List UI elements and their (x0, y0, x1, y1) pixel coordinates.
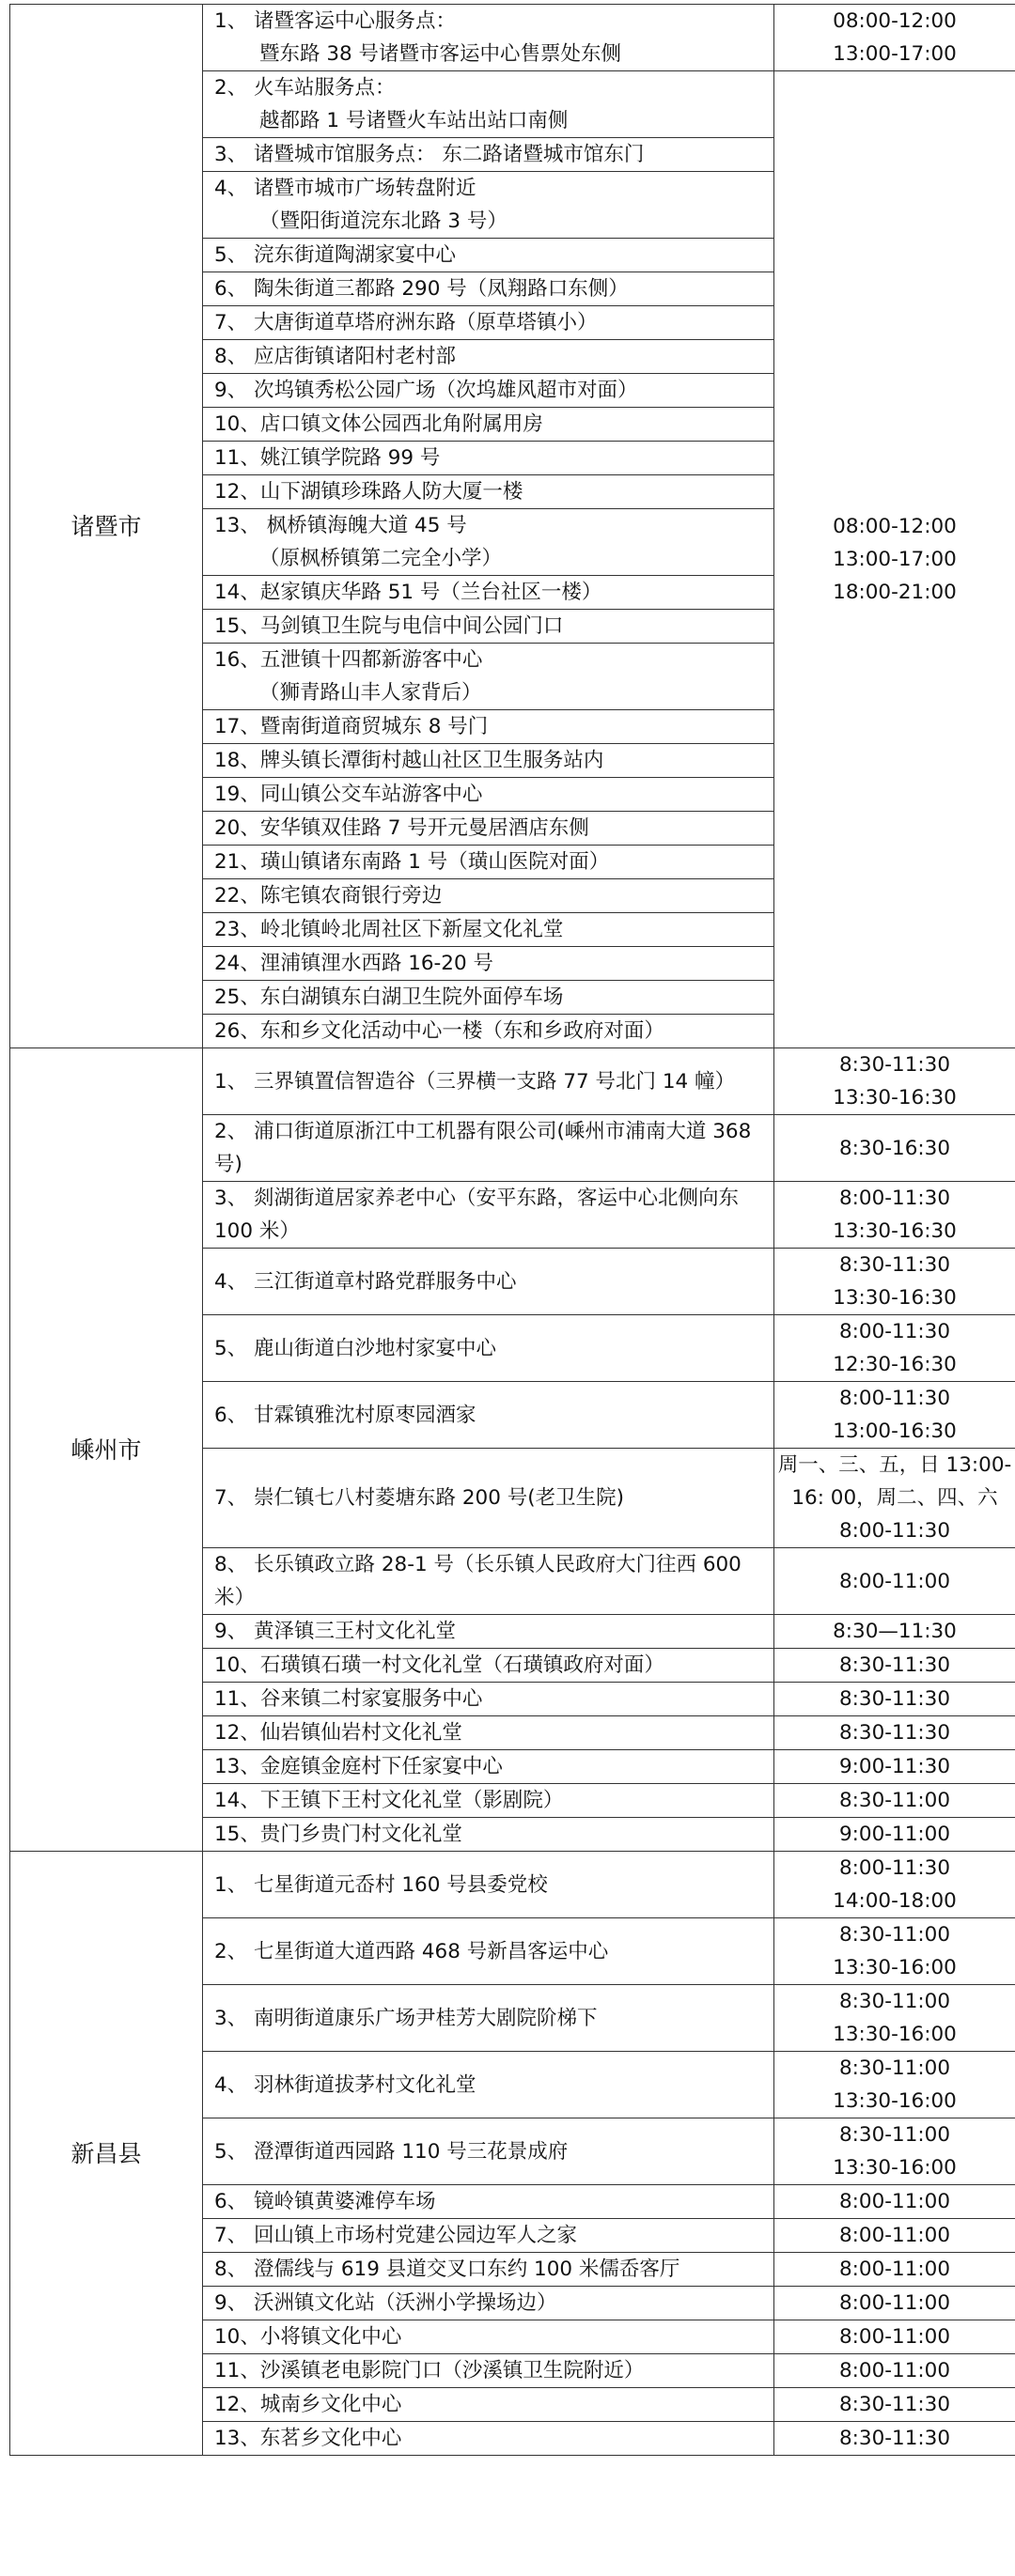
hours-cell (774, 1683, 1015, 1716)
hours-line: 9:00-11:30 (839, 1755, 950, 1778)
location-cell (203, 340, 774, 374)
hours-line: 13:30-16:00 (833, 1956, 957, 1979)
hours-cell (774, 2219, 1015, 2253)
location-cell (203, 306, 774, 340)
location-text: 6、 镜岭镇黄婆滩停车场 (214, 2190, 436, 2213)
location-cell (203, 710, 774, 744)
location-cell (203, 1683, 774, 1716)
location-cell (203, 1115, 774, 1182)
hours-cell (774, 5, 1015, 71)
location-line: 10、店口镇文体公园西北角附属用房 (214, 412, 543, 436)
hours-cell (774, 1852, 1015, 1918)
hours-cell (774, 1750, 1015, 1784)
hours-line: 8:00-11:00 (839, 2325, 950, 2349)
location-cell (203, 744, 774, 778)
location-cell (203, 2185, 774, 2219)
hours-cell (774, 2118, 1015, 2185)
hours-line: 8:30—11:30 (833, 1620, 957, 1643)
location-text: 10、小将镇文化中心 (214, 2325, 402, 2349)
location-cell (203, 509, 774, 576)
location-cell (203, 2253, 774, 2287)
location-line: 19、同山镇公交车站游客中心 (214, 783, 483, 806)
location-line: 9、 次坞镇秀松公园广场（次坞雄风超市对面） (214, 379, 638, 402)
location-line: 6、 陶朱街道三都路 290 号（凤翔路口东侧） (214, 277, 629, 301)
location-line: 26、东和乡文化活动中心一楼（东和乡政府对面） (214, 1019, 664, 1043)
location-line: 3、 诸暨城市馆服务点： 东二路诸暨城市馆东门 (214, 143, 645, 166)
location-cell (203, 610, 774, 644)
location-text: 4、 羽林街道拔茅村文化礼堂 (214, 2072, 476, 2097)
hours-cell (774, 1918, 1015, 1985)
location-text: 12、仙岩镇仙岩村文化礼堂 (214, 1721, 462, 1745)
hours-cell (774, 1649, 1015, 1683)
hours-cell (774, 1548, 1015, 1615)
hours-cell (774, 2320, 1015, 2354)
location-cell (203, 576, 774, 610)
location-cell (203, 1649, 774, 1683)
hours-line: 8:30-16:30 (839, 1136, 950, 1160)
hours-cell (774, 2185, 1015, 2219)
location-line: 21、璜山镇诸东南路 1 号（璜山医院对面） (214, 850, 610, 874)
hours-line: 13:00-16:30 (833, 1420, 957, 1443)
hours-cell (774, 1716, 1015, 1750)
location-cell (203, 1315, 774, 1382)
location-line: 15、马剑镇卫生院与电信中间公园门口 (214, 614, 564, 638)
location-line: （原枫桥镇第二完全小学） (259, 547, 503, 570)
hours-line: 8:30-11:30 (839, 1053, 950, 1077)
location-line: （暨阳街道浣东北路 3 号） (259, 209, 508, 233)
hours-line: 8:00-11:30 (839, 1856, 950, 1880)
location-line: 13、 枫桥镇海魄大道 45 号 (214, 514, 467, 537)
location-cell (203, 1750, 774, 1784)
location-cell (203, 1985, 774, 2052)
hours-line: 8:30-11:30 (839, 1653, 950, 1677)
hours-line: 8:30-11:30 (839, 1687, 950, 1711)
hours-cell-shared (774, 71, 1015, 1048)
location-cell (203, 442, 774, 475)
location-cell (203, 947, 774, 981)
hours-line: 8:30-11:30 (839, 2427, 950, 2450)
hours-line: 8:00-11:00 (839, 2190, 950, 2213)
location-cell (203, 1048, 774, 1115)
location-text: 7、 回山镇上市场村党建公园边军人之家 (214, 2224, 578, 2247)
location-cell (203, 475, 774, 509)
location-line: 5、 浣东街道陶湖家宴中心 (214, 243, 457, 267)
hours-line: 12:30-16:30 (833, 1353, 957, 1376)
location-cell (203, 1015, 774, 1048)
hours-line: 8:30-11:00 (839, 2123, 950, 2147)
hours-line: 13:30-16:30 (833, 1086, 957, 1110)
location-cell (203, 1852, 774, 1918)
hours-line: 08:00-12:00 (833, 515, 957, 538)
hours-cell (774, 1182, 1015, 1249)
location-text: 5、 鹿山街道白沙地村家宴中心 (214, 1336, 497, 1360)
location-text: 1、 七星街道元岙村 160 号县委党校 (214, 1872, 548, 1897)
location-cell (203, 408, 774, 442)
location-text: 1、 三界镇置信智造谷（三界横一支路 77 号北门 14 幢） (214, 1069, 736, 1094)
hours-cell (774, 1818, 1015, 1852)
location-cell (203, 5, 774, 71)
location-cell (203, 1249, 774, 1315)
location-line: 23、岭北镇岭北周社区下新屋文化礼堂 (214, 918, 564, 941)
location-line: 16、五泄镇十四都新游客中心 (214, 648, 483, 672)
location-cell (203, 812, 774, 846)
location-line: 4、 诸暨市城市广场转盘附近 (214, 177, 476, 200)
location-cell (203, 1818, 774, 1852)
hours-cell (774, 1315, 1015, 1382)
location-text: 11、谷来镇二村家宴服务中心 (214, 1687, 483, 1711)
location-line: 24、浬浦镇浬水西路 16-20 号 (214, 952, 494, 975)
location-line: 14、赵家镇庆华路 51 号（兰台社区一楼） (214, 581, 602, 604)
location-text: 5、 澄潭街道西园路 110 号三花景成府 (214, 2139, 569, 2164)
location-cell (203, 2354, 774, 2388)
location-line: 1、 诸暨客运中心服务点： (214, 9, 457, 33)
hours-line: 8:00-11:00 (839, 2359, 950, 2382)
location-cell (203, 778, 774, 812)
location-line: 越都路 1 号诸暨火车站出站口南侧 (259, 109, 569, 132)
location-text: 3、 南明街道康乐广场尹桂芳大剧院阶梯下 (214, 2006, 598, 2030)
hours-line: 13:30-16:00 (833, 2023, 957, 2046)
location-cell (203, 1784, 774, 1818)
hours-line: 13:30-16:00 (833, 2156, 957, 2180)
hours-line: 8:30-11:00 (839, 2056, 950, 2080)
hours-line: 8:30-11:00 (839, 1923, 950, 1947)
location-cell (203, 1182, 774, 1249)
location-line: （狮青路山丰人家背后） (259, 681, 482, 705)
location-line: 2、 火车站服务点： (214, 76, 396, 100)
hours-cell (774, 1615, 1015, 1649)
location-cell (203, 374, 774, 408)
hours-line: 13:30-16:00 (833, 2089, 957, 2113)
location-cell (203, 2287, 774, 2320)
location-text: 7、 崇仁镇七八村菱塘东路 200 号(老卫生院) (214, 1486, 624, 1510)
location-line: 18、牌头镇长潭街村越山社区卫生服务站内 (214, 749, 604, 772)
location-line: 11、姚江镇学院路 99 号 (214, 446, 441, 470)
hours-cell (774, 2253, 1015, 2287)
location-text: 10、石璜镇石璜一村文化礼堂（石璜镇政府对面） (214, 1653, 664, 1677)
hours-cell (774, 1382, 1015, 1449)
hours-cell (774, 1115, 1015, 1182)
city-cell: 嵊州市 (10, 1048, 203, 1852)
location-text: 2、 浦口街道原浙江中工机器有限公司(嵊州市浦南大道 368 号) (214, 1120, 752, 1176)
location-text: 6、 甘霖镇雅沈村原枣园酒家 (214, 1403, 476, 1427)
location-cell (203, 2422, 774, 2456)
hours-line: 8:00-11:00 (839, 2291, 950, 2315)
location-cell (203, 2388, 774, 2422)
hours-text: 周一、三、五，日 13:00-16: 00，周二、四、六 8:00-11:30 (777, 1453, 1012, 1543)
location-text: 8、 长乐镇政立路 28-1 号（长乐镇人民政府大门往西 600 米） (214, 1553, 742, 1609)
hours-line: 8:30-11:00 (839, 1990, 950, 2013)
location-cell (203, 272, 774, 306)
location-line: 20、安华镇双佳路 7 号开元曼居酒店东侧 (214, 816, 589, 840)
hours-line: 8:30-11:00 (839, 1789, 950, 1812)
location-line: 暨东路 38 号诸暨市客运中心售票处东侧 (259, 42, 622, 66)
location-text: 11、沙溪镇老电影院门口（沙溪镇卫生院附近） (214, 2359, 645, 2382)
city-cell: 诸暨市 (10, 5, 203, 1048)
hours-cell (774, 1249, 1015, 1315)
hours-line: 14:00-18:00 (833, 1889, 957, 1913)
location-text: 12、城南乡文化中心 (214, 2393, 402, 2416)
hours-cell (774, 1985, 1015, 2052)
table-row (10, 5, 1015, 71)
location-cell (203, 913, 774, 947)
location-cell (203, 172, 774, 239)
hours-cell (774, 2287, 1015, 2320)
location-text: 2、 七星街道大道西路 468 号新昌客运中心 (214, 1939, 609, 1963)
location-text: 13、东茗乡文化中心 (214, 2427, 402, 2450)
hours-line: 8:30-11:30 (839, 1253, 950, 1277)
location-text: 8、 澄儒线与 619 县道交叉口东约 100 米儒岙客厅 (214, 2258, 680, 2281)
hours-line: 9:00-11:00 (839, 1823, 950, 1846)
location-text: 3、 剡湖街道居家养老中心（安平东路，客运中心北侧向东 100 米） (214, 1187, 740, 1243)
location-cell (203, 644, 774, 710)
location-cell (203, 2052, 774, 2118)
location-text: 15、贵门乡贵门村文化礼堂 (214, 1823, 462, 1846)
location-line: 17、暨南街道商贸城东 8 号门 (214, 715, 489, 738)
location-text: 13、金庭镇金庭村下任家宴中心 (214, 1755, 503, 1778)
location-cell (203, 1716, 774, 1750)
hours-line: 8:00-11:30 (839, 1387, 950, 1410)
location-cell (203, 239, 774, 272)
location-cell (203, 1615, 774, 1649)
table-row (10, 1048, 1015, 1115)
city-cell: 新昌县 (10, 1852, 203, 2456)
hours-line: 8:00-11:00 (839, 2258, 950, 2281)
hours-line: 8:00-11:00 (839, 1569, 950, 1593)
hours-line: 8:00-11:00 (839, 2224, 950, 2247)
location-cell (203, 1548, 774, 1615)
hours-line: 13:00-17:00 (833, 548, 957, 571)
service-point-table (9, 4, 1015, 2456)
hours-line: 8:30-11:30 (839, 1721, 950, 1745)
location-line: 22、陈宅镇农商银行旁边 (214, 884, 443, 908)
hours-line: 8:00-11:30 (839, 1187, 950, 1210)
location-cell (203, 1382, 774, 1449)
location-cell (203, 1449, 774, 1548)
location-line: 7、 大唐街道草塔府洲东路（原草塔镇小） (214, 311, 598, 334)
hours-line: 08:00-12:00 (833, 9, 957, 33)
location-cell (203, 2219, 774, 2253)
hours-line: 8:30-11:30 (839, 2393, 950, 2416)
location-cell (203, 2320, 774, 2354)
location-line: 8、 应店街镇诸阳村老村部 (214, 345, 457, 368)
hours-line: 13:00-17:00 (833, 42, 957, 66)
hours-cell (774, 2052, 1015, 2118)
location-cell (203, 71, 774, 138)
location-cell (203, 981, 774, 1015)
hours-cell (774, 2354, 1015, 2388)
hours-cell (774, 2388, 1015, 2422)
location-cell (203, 1918, 774, 1985)
location-line: 25、东白湖镇东白湖卫生院外面停车场 (214, 985, 564, 1009)
location-line: 12、山下湖镇珍珠路人防大厦一楼 (214, 480, 523, 504)
location-cell (203, 846, 774, 879)
hours-line: 8:00-11:30 (839, 1320, 950, 1343)
location-text: 9、 沃洲镇文化站（沃洲小学操场边） (214, 2291, 557, 2315)
table-row (10, 1852, 1015, 1918)
location-cell (203, 2118, 774, 2185)
hours-line: 13:30-16:30 (833, 1286, 957, 1310)
hours-line: 13:30-16:30 (833, 1219, 957, 1243)
location-cell (203, 879, 774, 913)
hours-cell (774, 2422, 1015, 2456)
location-cell (203, 138, 774, 172)
location-text: 4、 三江街道章村路党群服务中心 (214, 1269, 517, 1294)
hours-cell (774, 1048, 1015, 1115)
hours-line: 18:00-21:00 (833, 581, 957, 604)
hours-cell (774, 1784, 1015, 1818)
hours-cell (774, 1449, 1015, 1548)
location-text: 9、 黄泽镇三王村文化礼堂 (214, 1620, 457, 1643)
location-text: 14、下王镇下王村文化礼堂（影剧院） (214, 1789, 564, 1812)
